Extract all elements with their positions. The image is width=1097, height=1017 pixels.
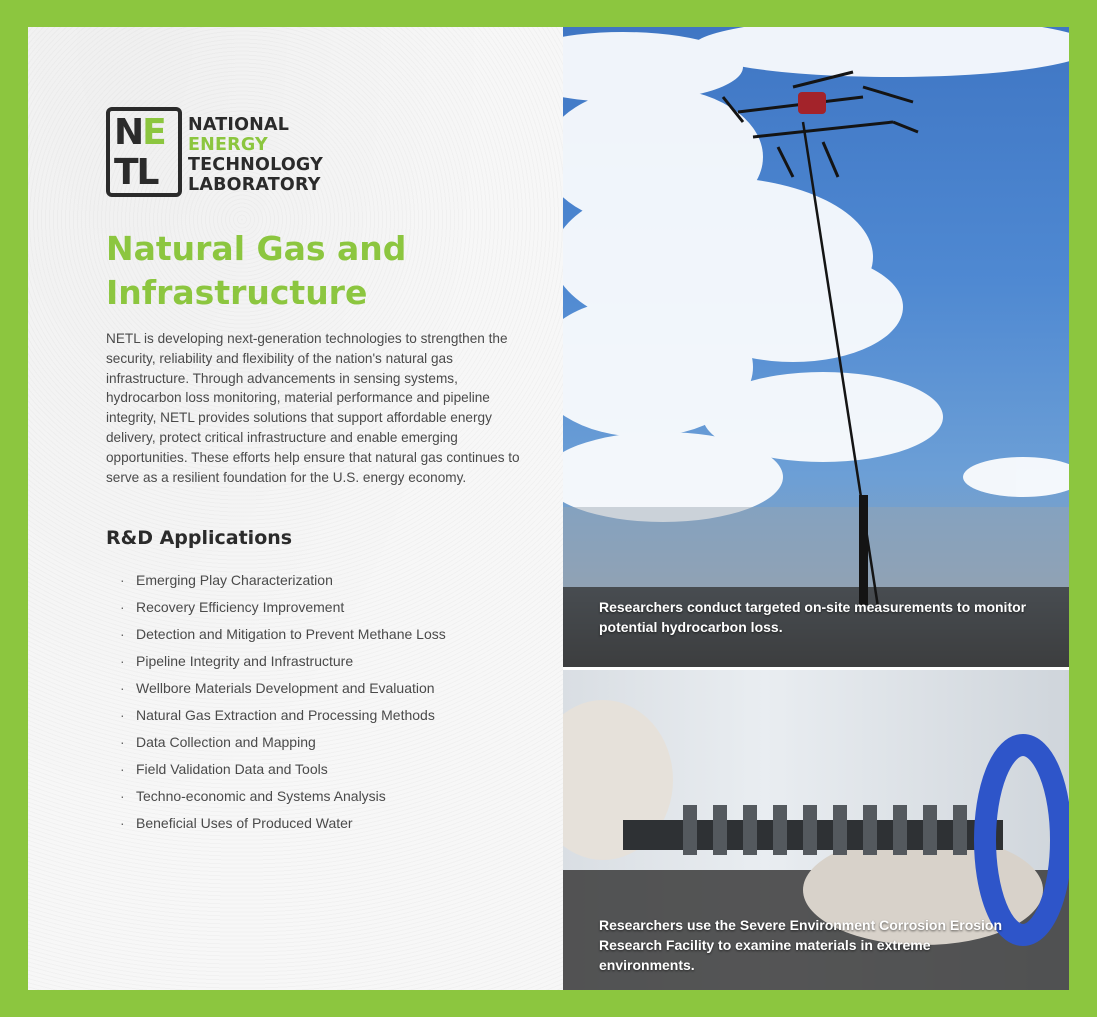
rd-applications-heading: R&D Applications: [106, 527, 293, 549]
bullet-icon: ·: [120, 626, 125, 642]
list-item: · Techno-economic and Systems Analysis: [120, 783, 446, 810]
netl-logo-mark: [106, 107, 182, 197]
logo-wordmark: [188, 115, 323, 195]
list-item: · Beneficial Uses of Produced Water: [120, 810, 446, 837]
logo-letters-bottom: TL: [114, 152, 158, 193]
drone-sky-illustration: [563, 27, 1069, 667]
logo-line-laboratory: LABORATORY: [188, 175, 321, 195]
left-panel: [28, 27, 563, 990]
bullet-icon: ·: [120, 572, 125, 588]
drone-photo: [563, 27, 1069, 667]
list-item: · Wellbore Materials Development and Evaluation: [120, 675, 446, 702]
netl-logo: [106, 107, 366, 202]
list-item: · Data Collection and Mapping: [120, 729, 446, 756]
drone-body: [798, 92, 826, 114]
bullet-icon: ·: [120, 680, 125, 696]
drone-photo-caption: Researchers conduct targeted on-site measurements to monitor potential hydrocarbon loss.: [599, 599, 1027, 635]
list-item: · Recovery Efficiency Improvement: [120, 594, 446, 621]
list-item: · Pipeline Integrity and Infrastructure: [120, 648, 446, 675]
rd-applications-list: [120, 567, 446, 837]
bullet-icon: ·: [120, 707, 125, 723]
page-title: Natural Gas and Infrastructure: [106, 229, 407, 312]
list-item: · Emerging Play Characterization: [120, 567, 446, 594]
intro-paragraph: NETL is developing next-generation technologies to strengthen the security, reliability and flexibility of the nation's natural gas infrastructure. Through advancements in sensing systems, hydrocarbon loss monitoring, material performance and pipeline integrity, NETL provides solutions that support affordable energy delivery, protect critical infrastructure and enable emerging opportunities. These efforts help ensure that natural gas continues to serve as a resilient foundation for the U.S. energy economy.: [106, 331, 520, 485]
bullet-icon: ·: [120, 653, 125, 669]
logo-line-energy: ENERGY: [188, 135, 268, 155]
logo-letters-top: NE: [114, 112, 165, 153]
list-item: · Field Validation Data and Tools: [120, 756, 446, 783]
list-item: · Natural Gas Extraction and Processing Methods: [120, 702, 446, 729]
list-item: · Detection and Mitigation to Prevent Methane Loss: [120, 621, 446, 648]
corrosion-lab-photo: [563, 670, 1069, 990]
bullet-icon: ·: [120, 815, 125, 831]
sensor-probe: [859, 495, 868, 605]
bullet-icon: ·: [120, 734, 125, 750]
bullet-icon: ·: [120, 599, 125, 615]
logo-line-technology: TECHNOLOGY: [188, 155, 323, 175]
logo-letter-accent: E: [142, 112, 165, 153]
logo-line-national: NATIONAL: [188, 115, 290, 135]
corrosion-photo-caption: Researchers use the Severe Environment Corrosion Erosion Research Facility to examine materials in extreme environments.: [599, 917, 1003, 973]
fact-sheet-page: [28, 27, 1069, 990]
bullet-icon: ·: [120, 788, 125, 804]
bullet-icon: ·: [120, 761, 125, 777]
